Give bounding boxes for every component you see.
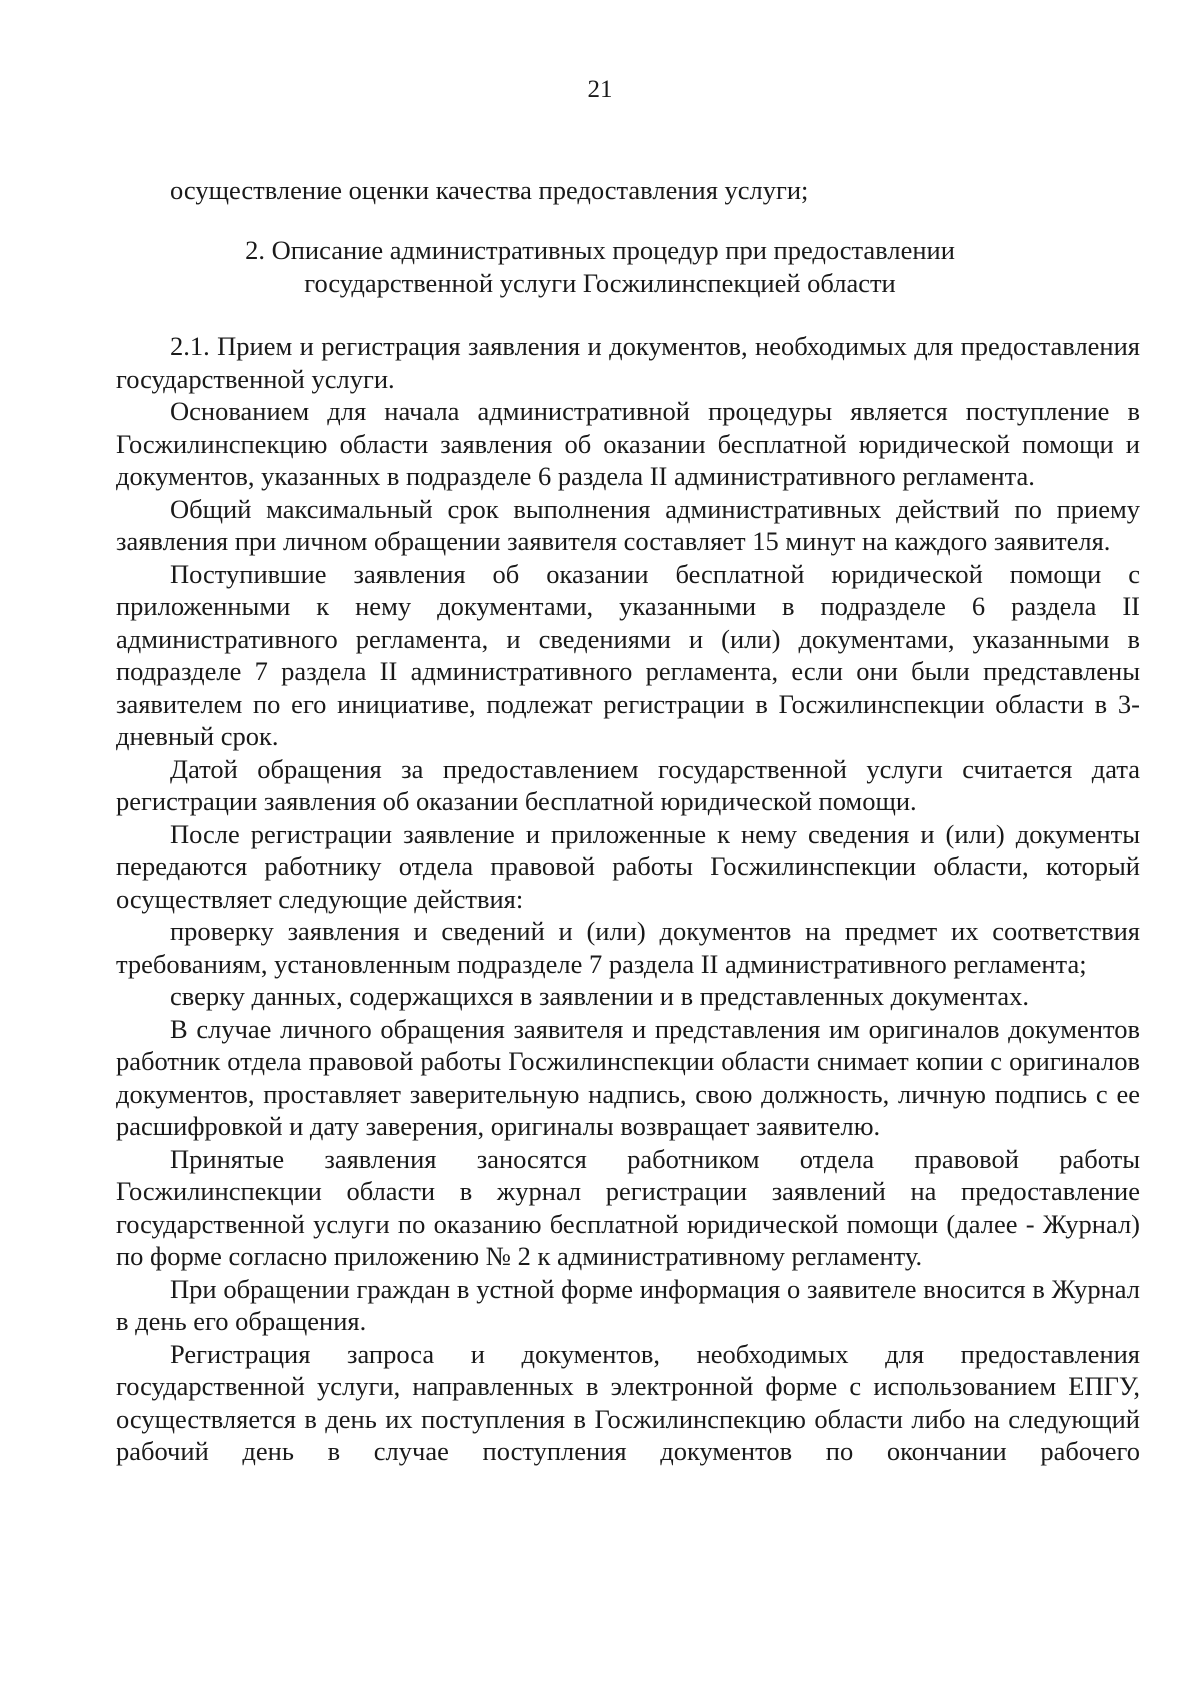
paragraph: После регистрации заявление и приложенные к нему сведения и (или) документы передаются работнику отдела правовой работы Госжилинспекции области, который осуществляет следующие действия: <box>116 818 1140 914</box>
section-heading-line-2: государственной услуги Госжилинспекцией области <box>304 267 896 298</box>
paragraph: Датой обращения за предоставлением государственной услуги считается дата регистрации заявления об оказании бесплатной юридической помощи. <box>116 753 1140 816</box>
paragraph: Принятые заявления заносятся работником отдела правовой работы Госжилинспекции области в журнал регистрации заявлений на предоставление государственной услуги по оказанию бесплатной юридической помощи (далее - Журнал) по форме согласно приложению № 2 к административному регламенту. <box>116 1143 1140 1271</box>
section-heading <box>0 234 1200 299</box>
paragraph: Общий максимальный срок выполнения административных действий по приему заявления при личном обращении заявителя составляет 15 минут на каждого заявителя. <box>116 493 1140 556</box>
page-number: 21 <box>587 76 613 103</box>
paragraph: проверку заявления и сведений и (или) документов на предмет их соответствия требованиям, установленным подразделе 7 раздела II административного регламента; <box>116 916 1140 979</box>
paragraph: Основанием для начала административной процедуры является поступление в Госжилинспекцию области заявления об оказании бесплатной юридической помощи и документов, указанных в подразделе 6 раздела II административного регламента. <box>116 396 1140 491</box>
paragraph: Поступившие заявления об оказании бесплатной юридической помощи с приложенными к нему документами, указанными в подразделе 6 раздела II административного регламента, и сведениями и (или) документами, указанными в подразделе 7 раздела II административного регламента, если они были представлены заявителем по его инициативе, подлежат регистрации в Госжилинспекции области в 3-дневный срок. <box>116 558 1140 751</box>
paragraph: В случае личного обращения заявителя и представления им оригиналов документов работник отдела правовой работы Госжилинспекции области снимает копии с оригиналов документов, проставляет заверительную надпись, свою должность, личную подпись с ее расшифровкой и дату заверения, оригиналы возвращает заявителю. <box>116 1013 1140 1141</box>
paragraph: При обращении граждан в устной форме информация о заявителе вносится в Журнал в день его обращения. <box>116 1273 1140 1336</box>
paragraph: сверку данных, содержащихся в заявлении и в представленных документах. <box>170 981 1030 1011</box>
section-heading-line-1: 2. Описание административных процедур при предоставлении <box>245 235 955 265</box>
intro-line-block <box>0 174 1200 207</box>
paragraph: 2.1. Прием и регистрация заявления и документов, необходимых для предоставления государственной услуги. <box>116 331 1140 394</box>
paragraph: Регистрация запроса и документов, необходимых для предоставления государственной услуги, направленных в электронной форме с использованием ЕПГУ, осуществляется в день их поступления в Госжилинспекцию области либо на следующий рабочий день в случае поступления документов по окончании рабочего <box>116 1338 1140 1466</box>
body-text <box>116 330 1140 1468</box>
intro-line: осуществление оценки качества предоставления услуги; <box>170 175 809 205</box>
